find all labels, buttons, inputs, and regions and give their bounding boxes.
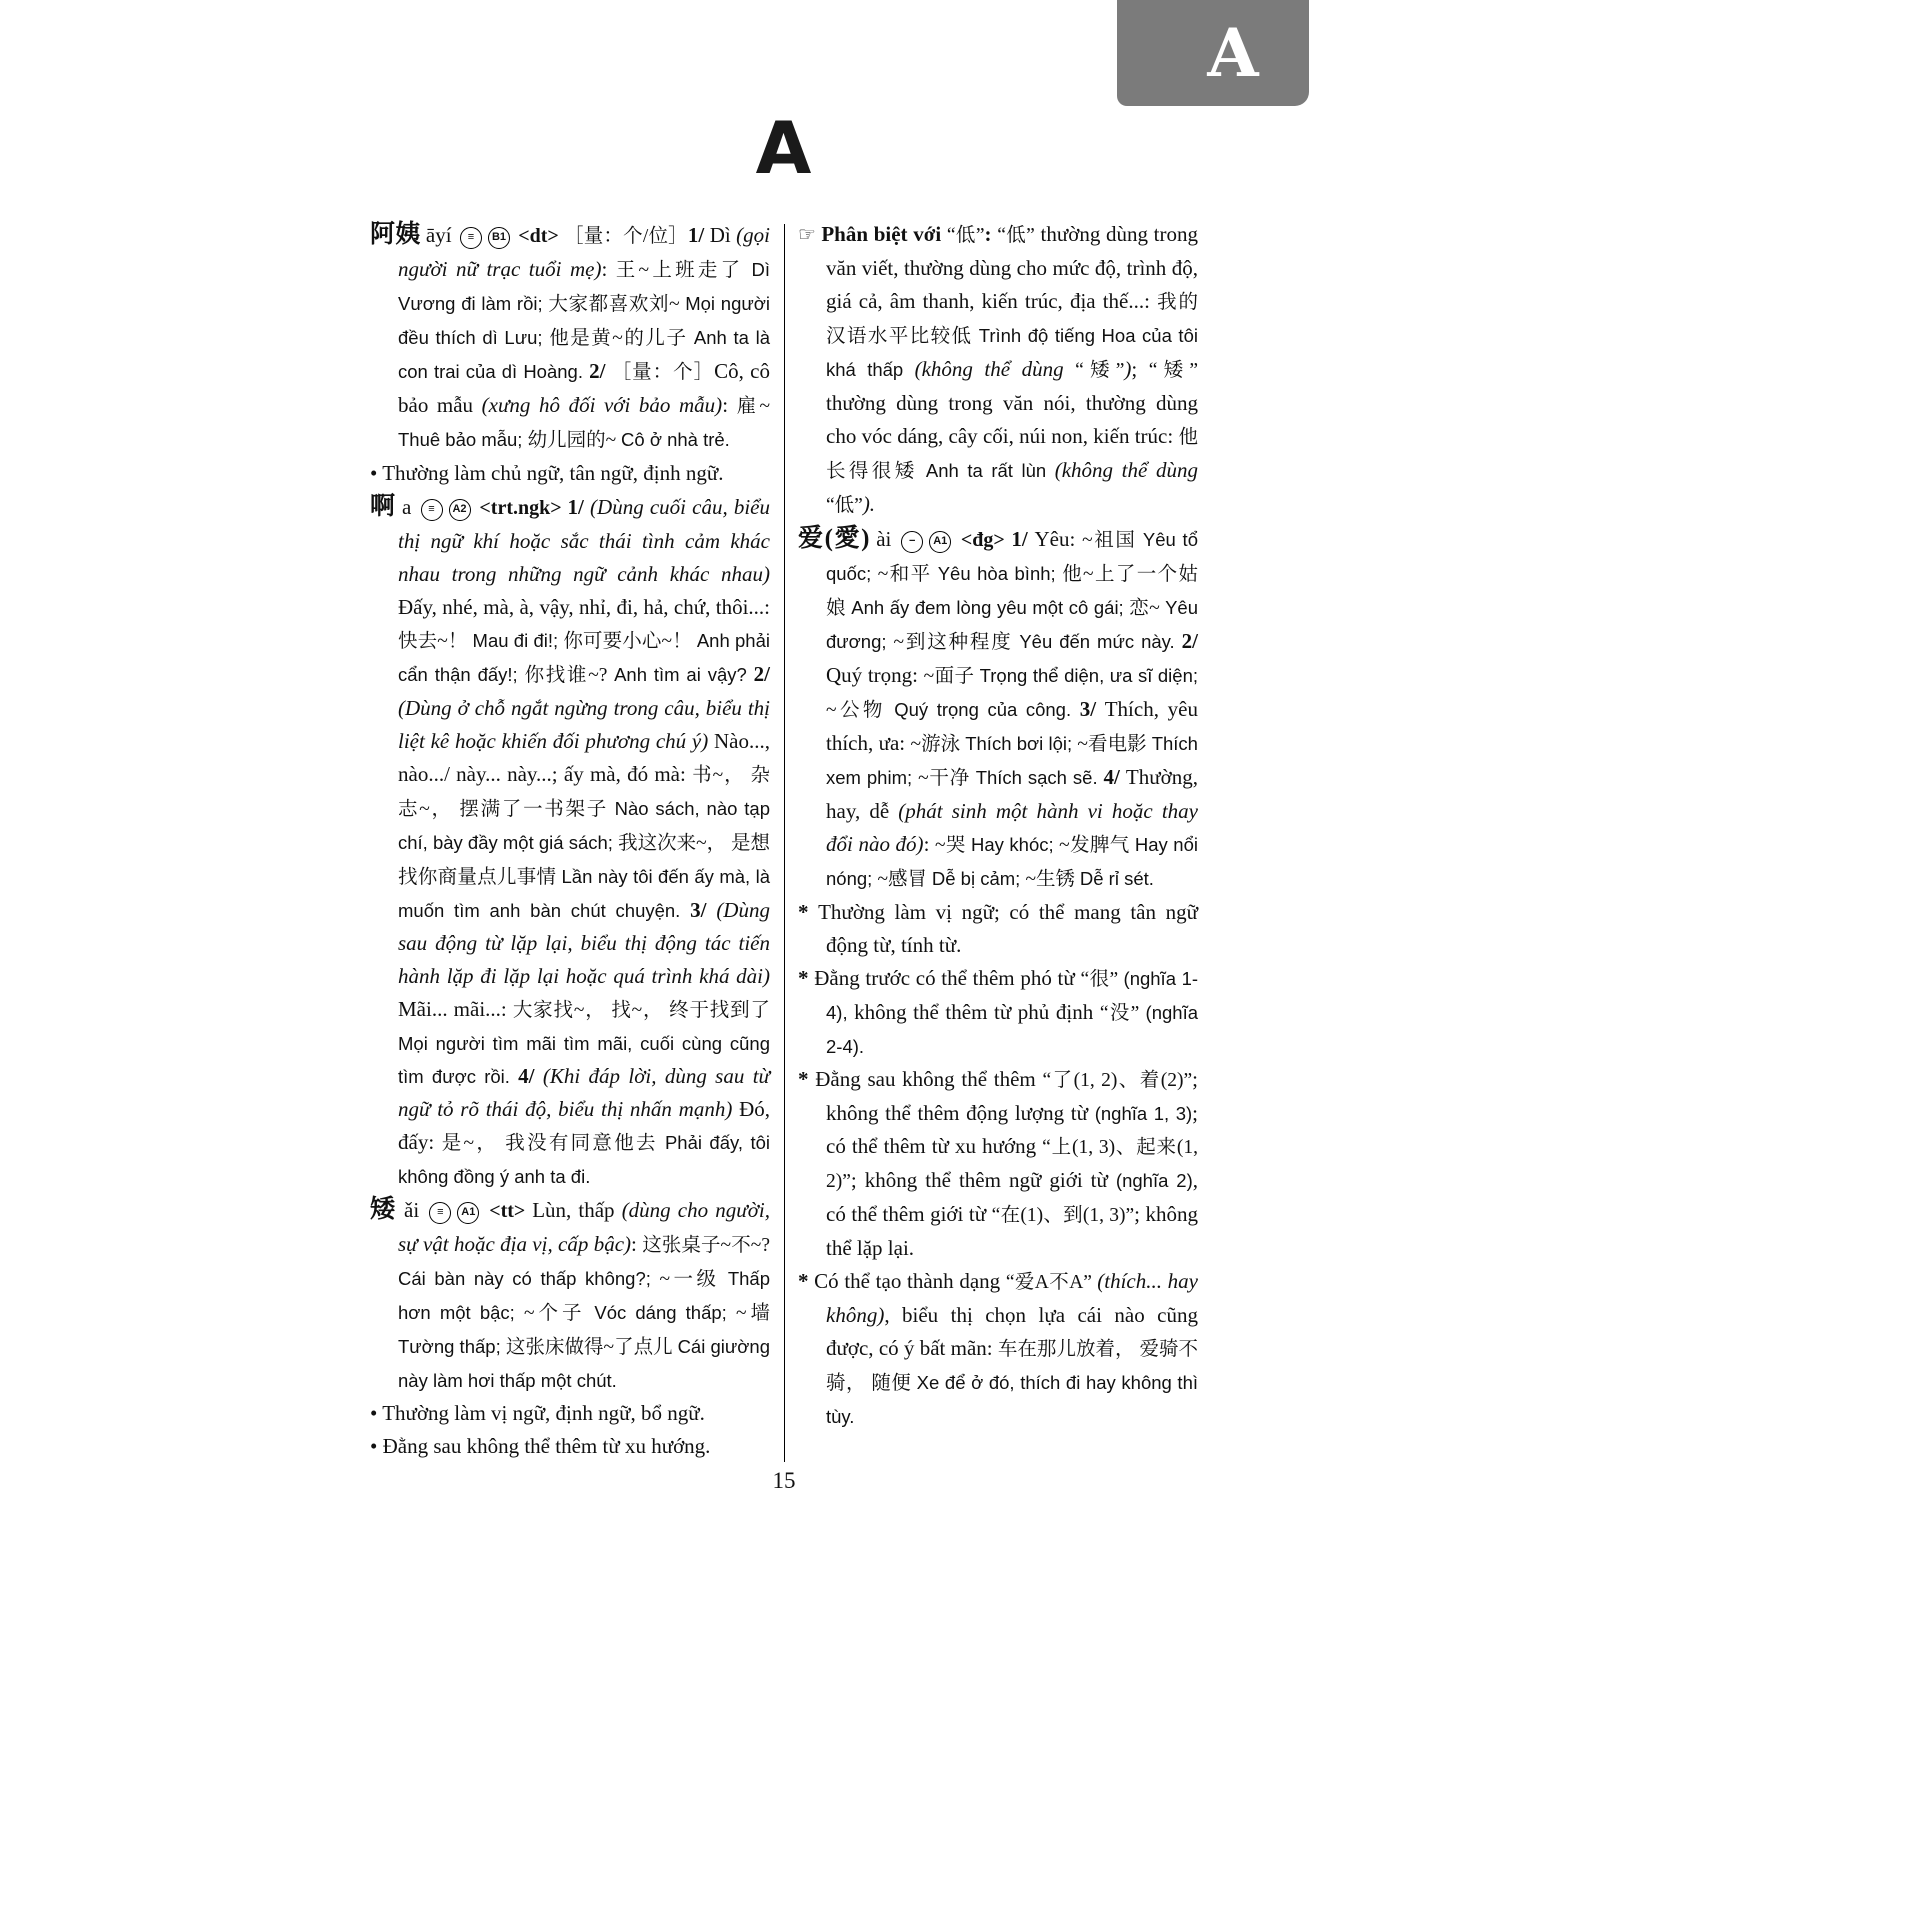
vietnamese-text: ; không thể lặp lại.	[826, 1202, 1198, 1260]
chinese-text: 你可要小心~！	[563, 631, 697, 652]
chinese-text: 这张床做得~了点儿	[505, 1337, 678, 1358]
sense-number: 3/	[690, 898, 717, 922]
pinyin: a	[395, 495, 418, 519]
level-badge: A1	[929, 531, 951, 553]
chinese-text: “低”	[826, 495, 863, 516]
translation-text: Thuê bảo mẫu;	[398, 429, 528, 450]
pinyin: ài	[869, 527, 899, 551]
chinese-text: ~面子	[923, 666, 980, 687]
chinese-text: ［量：个/位］	[564, 226, 688, 247]
vietnamese-text: Đó, đấy:	[398, 1097, 770, 1154]
chinese-text: “没”	[1099, 1003, 1146, 1024]
vietnamese-text: Thích, yêu thích, ưa:	[826, 697, 1198, 755]
translation-text: Anh ấy đem lòng yêu một cô gái;	[851, 597, 1130, 618]
chinese-text: 幼儿园的~	[527, 430, 622, 451]
sense-number: 3/	[1079, 697, 1105, 721]
explanation-italic: (Khi đáp lời, dùng sau từ ngữ tỏ rõ thái độ, biểu thị nhấn mạnh)	[398, 1064, 770, 1121]
translation-text: Yêu hòa bình;	[937, 563, 1063, 584]
translation-text: Mọi người tìm mãi tìm mãi, cuối cùng cũng tìm được rồi.	[398, 1033, 770, 1087]
explanation-italic: ).	[862, 492, 876, 516]
level-badge: ≡	[421, 499, 443, 521]
chinese-text: “了(1, 2)、着(2)”	[1042, 1070, 1193, 1091]
explanation-italic: (Dùng cuối câu, biểu thị ngữ khí hoặc sắc thái tình cảm khác nhau trong những ngữ cảnh khác nhau)	[398, 495, 770, 586]
translation-text: Lần này tôi đến ấy mà, là muốn tìm anh bàn chút chuyện.	[398, 866, 770, 921]
explanation-italic: )	[1124, 357, 1132, 381]
dictionary-entry-ayi	[370, 218, 770, 457]
vietnamese-text: , có thể thêm giới từ	[826, 1168, 1198, 1226]
chinese-text: 王~上班走了	[615, 260, 752, 281]
star-marker: *	[798, 966, 815, 990]
chinese-text: “低”	[946, 225, 985, 246]
usage-bullet	[370, 1430, 770, 1463]
sense-number: 2/	[1181, 629, 1198, 653]
chinese-text: 快去~！	[398, 631, 473, 652]
vietnamese-text: , biểu thị chọn lựa cái nào cũng được, có ý bất mãn:	[826, 1303, 1198, 1360]
vietnamese-text: :	[601, 257, 616, 281]
vietnamese-text: :	[631, 1232, 643, 1256]
translation-text: Vóc dáng thấp;	[594, 1302, 736, 1323]
vietnamese-text: :	[722, 393, 737, 417]
translation-text: Phải đấy, tôi không đồng ý anh ta đi.	[398, 1132, 770, 1187]
sense-number: 1/	[567, 495, 591, 519]
vietnamese-text: Mãi... mãi...:	[398, 997, 513, 1021]
translation-text: Trọng thể diện, ưa sĩ diện;	[979, 665, 1198, 686]
chinese-text: 大家找~， 找~， 终于找到了	[512, 1000, 770, 1021]
level-badge: A2	[449, 499, 471, 521]
chinese-text: 他~上了一个姑娘	[826, 564, 1198, 619]
translation-text: Yêu đương;	[826, 597, 1198, 652]
chinese-text: 我这次来~， 是想找你商量点儿事情	[398, 833, 770, 888]
explanation-italic: (Dùng ở chỗ ngắt ngừng trong câu, biểu thị liệt kê hoặc khiến đối phương chú ý)	[398, 696, 770, 753]
vietnamese-text: Thường làm chủ ngữ, tân ngữ, định ngữ.	[382, 461, 724, 485]
translation-text: (nghĩa 2-4).	[826, 1002, 1199, 1057]
comparison-note	[798, 218, 1198, 522]
explanation-italic: (không thể dùng	[1054, 458, 1198, 482]
vietnamese-text: Có thể tạo thành dạng	[814, 1269, 1006, 1293]
section-heading-letter: A	[755, 106, 813, 190]
chinese-text: “很”	[1080, 969, 1124, 990]
vietnamese-text: Nào..., nào.../ này... này...; ấy mà, đó mà:	[398, 729, 770, 786]
chinese-text: “矮”	[1075, 360, 1125, 381]
sense-number: 4/	[1103, 765, 1126, 789]
left-column	[370, 218, 770, 1463]
translation-text: Anh ta rất lùn	[925, 460, 1055, 481]
page-number: 15	[772, 1468, 796, 1493]
star-marker: *	[798, 1067, 816, 1091]
chinese-text: ~看电影	[1077, 734, 1152, 755]
sense-number: 2/	[753, 662, 770, 686]
translation-text: (nghĩa 1, 3)	[1094, 1103, 1193, 1124]
explanation-italic: (không thể dùng	[914, 357, 1076, 381]
headword: 矮	[370, 1196, 397, 1223]
bullet-marker: •	[370, 461, 383, 485]
translation-text: Hay khóc;	[971, 834, 1060, 855]
chinese-text: ~公物	[826, 700, 895, 721]
grammar-note	[798, 1265, 1198, 1433]
vietnamese-text: không thể thêm từ phủ định	[854, 1000, 1100, 1024]
vietnamese-text: Đằng trước có thể thêm phó từ	[814, 966, 1081, 990]
chinese-text: ~和平	[877, 564, 938, 585]
vietnamese-text: :	[923, 832, 936, 856]
grammar-note	[798, 896, 1198, 962]
vietnamese-text: ; có thể thêm từ xu hướng	[826, 1101, 1198, 1158]
translation-text: (nghĩa 2)	[1115, 1170, 1193, 1191]
pos-tag: <dt>	[513, 225, 564, 247]
translation-text: Yêu đến mức này.	[1019, 631, 1182, 652]
chinese-text: ~发脾气	[1059, 835, 1135, 856]
headword: 阿姨	[370, 221, 421, 248]
bold-label: :	[984, 222, 998, 246]
chinese-text: ~墙	[735, 1303, 770, 1324]
dictionary-entry-a	[370, 490, 770, 1193]
chinese-text: “上(1, 3)、起来(1, 2)”	[826, 1137, 1199, 1192]
explanation-italic: (Dùng sau động từ lặp lại, biểu thị động tác tiến hành lặp đi lặp lại hoặc quá trình khá dài)	[398, 898, 770, 988]
corner-tab-letter: A	[1207, 14, 1259, 92]
chinese-text: 车在那儿放着， 爱骑不骑， 随便	[826, 1339, 1198, 1394]
translation-text: Cái bàn này có thấp không?;	[398, 1268, 660, 1289]
bullet-marker: •	[370, 1401, 383, 1425]
vietnamese-text: Đấy, nhé, mà, à, vậy, nhỉ, đi, hả, chứ, thôi...:	[398, 595, 770, 619]
chinese-text: 雇~	[736, 396, 770, 417]
translation-text: Yêu tổ quốc;	[826, 529, 1198, 584]
vietnamese-text: Quý trọng:	[826, 663, 924, 687]
translation-text: Dì Vương đi làm rồi;	[398, 259, 770, 314]
vietnamese-text: thường dùng trong văn nói, thường dùng cho vóc dáng, cây cối, núi non, kiến trúc:	[826, 391, 1198, 448]
vietnamese-text: Yêu:	[1034, 527, 1083, 551]
explanation-italic: (gọi người nữ trạc tuổi mẹ)	[398, 223, 770, 281]
level-badge: ≡	[460, 227, 482, 249]
level-badge: B1	[488, 227, 510, 249]
translation-text: Anh tìm ai vậy?	[614, 664, 754, 685]
pointing-hand-icon: ☞	[798, 224, 822, 246]
translation-text: Mau đi đi!;	[472, 630, 564, 651]
translation-text: Dễ rỉ sét.	[1079, 868, 1154, 889]
chinese-text: 书~， 杂志~， 摆满了一书架子	[398, 765, 770, 820]
vietnamese-text: Đằng sau không thể thêm từ xu hướng.	[382, 1434, 711, 1458]
translation-text: Tường thấp;	[398, 1336, 506, 1357]
explanation-italic: (xưng hô đối với bảo mẫu)	[481, 393, 723, 417]
vietnamese-text: ; không thể thêm động lượng từ	[826, 1067, 1198, 1125]
translation-text: Quý trọng của công.	[894, 699, 1080, 720]
chinese-text: ~到这种程度	[893, 632, 1020, 653]
translation-text: Anh ta là con trai của dì Hoàng.	[398, 327, 770, 382]
star-marker: *	[798, 1269, 815, 1293]
right-column	[798, 218, 1198, 1463]
chinese-text: ~干净	[918, 768, 976, 789]
chinese-text: 他长得很矮	[826, 427, 1198, 482]
chinese-text: ~祖国	[1082, 530, 1143, 551]
translation-text: Xe để ở đó, thích đi hay không thì tùy.	[826, 1372, 1198, 1427]
translation-text: Cái giường này làm hơi thấp một chút.	[398, 1336, 770, 1391]
bullet-marker: •	[370, 1434, 383, 1458]
chinese-text: “矮”	[1148, 360, 1198, 381]
chinese-text: 他是黄~的儿子	[549, 328, 694, 349]
pinyin: āyí	[420, 223, 457, 247]
chinese-text: 这张桌子~不~?	[642, 1235, 770, 1256]
explanation-italic: (dùng cho người, sự vật hoặc địa vị, cấp bậc)	[398, 1198, 771, 1256]
pos-tag: <đg>	[954, 529, 1012, 551]
dictionary-entry-ai-short	[370, 1193, 770, 1397]
pos-tag: <trt.ngk>	[473, 497, 568, 519]
translation-text: Mọi người đều thích dì Lưu;	[398, 293, 770, 348]
vietnamese-text: thường dùng trong văn viết, thường dùng cho mức độ, trình độ, giá cả, âm thanh, kiến trúc, địa thế...:	[826, 222, 1199, 313]
translation-text: Hay nổi nóng;	[826, 834, 1198, 889]
sense-number: 4/	[518, 1064, 543, 1088]
headword: 爱(愛)	[798, 525, 870, 552]
chinese-text: ~哭	[935, 835, 972, 856]
translation-text: Thấp hơn một bậc;	[398, 1268, 770, 1323]
chinese-text: 恋~	[1129, 598, 1166, 619]
vietnamese-text: ; không thể thêm ngữ giới từ	[850, 1168, 1116, 1192]
vietnamese-text: Dì	[709, 223, 737, 247]
pinyin: ǎi	[396, 1198, 427, 1222]
chinese-text: ~个子	[523, 1303, 595, 1324]
chinese-text: ~一级	[659, 1269, 728, 1290]
explanation-italic: (phát sinh một hành vi hoặc thay đổi nào đó)	[826, 799, 1198, 856]
chinese-text: “爱A不A”	[1005, 1272, 1098, 1293]
vietnamese-text: ;	[1131, 357, 1149, 381]
vietnamese-text: Đằng sau không thể thêm	[815, 1067, 1043, 1091]
usage-bullet	[370, 457, 770, 490]
chinese-text: ~游泳	[910, 734, 966, 755]
grammar-note	[798, 1063, 1198, 1265]
chinese-text: 大家都喜欢刘~	[548, 294, 686, 315]
section-corner-tab	[1117, 0, 1309, 106]
usage-bullet	[370, 1397, 770, 1430]
translation-text: Thích xem phim;	[826, 733, 1198, 788]
chinese-text: 我的汉语水平比较低	[826, 292, 1198, 347]
sense-number: 1/	[687, 223, 710, 247]
chinese-text: 是~， 我没有同意他去	[441, 1133, 665, 1154]
chinese-text: “低”	[997, 225, 1035, 246]
column-divider	[784, 224, 785, 1462]
level-badge: ≡	[429, 1202, 451, 1224]
chinese-text: ~生锈	[1025, 869, 1080, 890]
explanation-italic: (thích... hay không)	[826, 1269, 1198, 1327]
chinese-text: “在(1)、到(1, 3)”	[991, 1205, 1135, 1226]
chinese-text: ［量：个］	[611, 362, 715, 383]
bold-label: Phân biệt với	[821, 222, 947, 246]
translation-text: Trình độ tiếng Hoa của tôi khá thấp	[826, 325, 1198, 380]
sense-number: 1/	[1011, 527, 1035, 551]
translation-text: Cô ở nhà trẻ.	[621, 429, 730, 450]
pos-tag: <tt>	[482, 1200, 533, 1222]
grammar-note	[798, 962, 1198, 1063]
translation-text: Thích sạch sẽ.	[975, 767, 1104, 788]
translation-text: Nào sách, nào tạp chí, bày đầy một giá sách;	[398, 798, 770, 853]
level-badge: −	[901, 531, 923, 553]
translation-text: Thích bơi lội;	[965, 733, 1078, 754]
vietnamese-text: Thường, hay, dễ	[826, 765, 1198, 823]
vietnamese-text: Lùn, thấp	[532, 1198, 622, 1222]
translation-text: Dễ bị cảm;	[931, 868, 1026, 889]
chinese-text: 你找谁~?	[524, 665, 615, 686]
headword: 啊	[370, 493, 396, 520]
level-badge: A1	[457, 1202, 479, 1224]
vietnamese-text: Thường làm vị ngữ, định ngữ, bổ ngữ.	[382, 1401, 705, 1425]
vietnamese-text: Cô, cô bảo mẫu	[398, 359, 770, 417]
sense-number: 2/	[589, 359, 612, 383]
dictionary-entry-ai-love	[798, 522, 1198, 896]
chinese-text: ~感冒	[877, 869, 932, 890]
translation-text: Anh phải cẩn thận đấy!;	[398, 630, 770, 685]
vietnamese-text: Thường làm vị ngữ; có thể mang tân ngữ động từ, tính từ.	[818, 900, 1198, 957]
star-marker: *	[798, 900, 819, 924]
translation-text: (nghĩa 1-4),	[826, 968, 1199, 1023]
